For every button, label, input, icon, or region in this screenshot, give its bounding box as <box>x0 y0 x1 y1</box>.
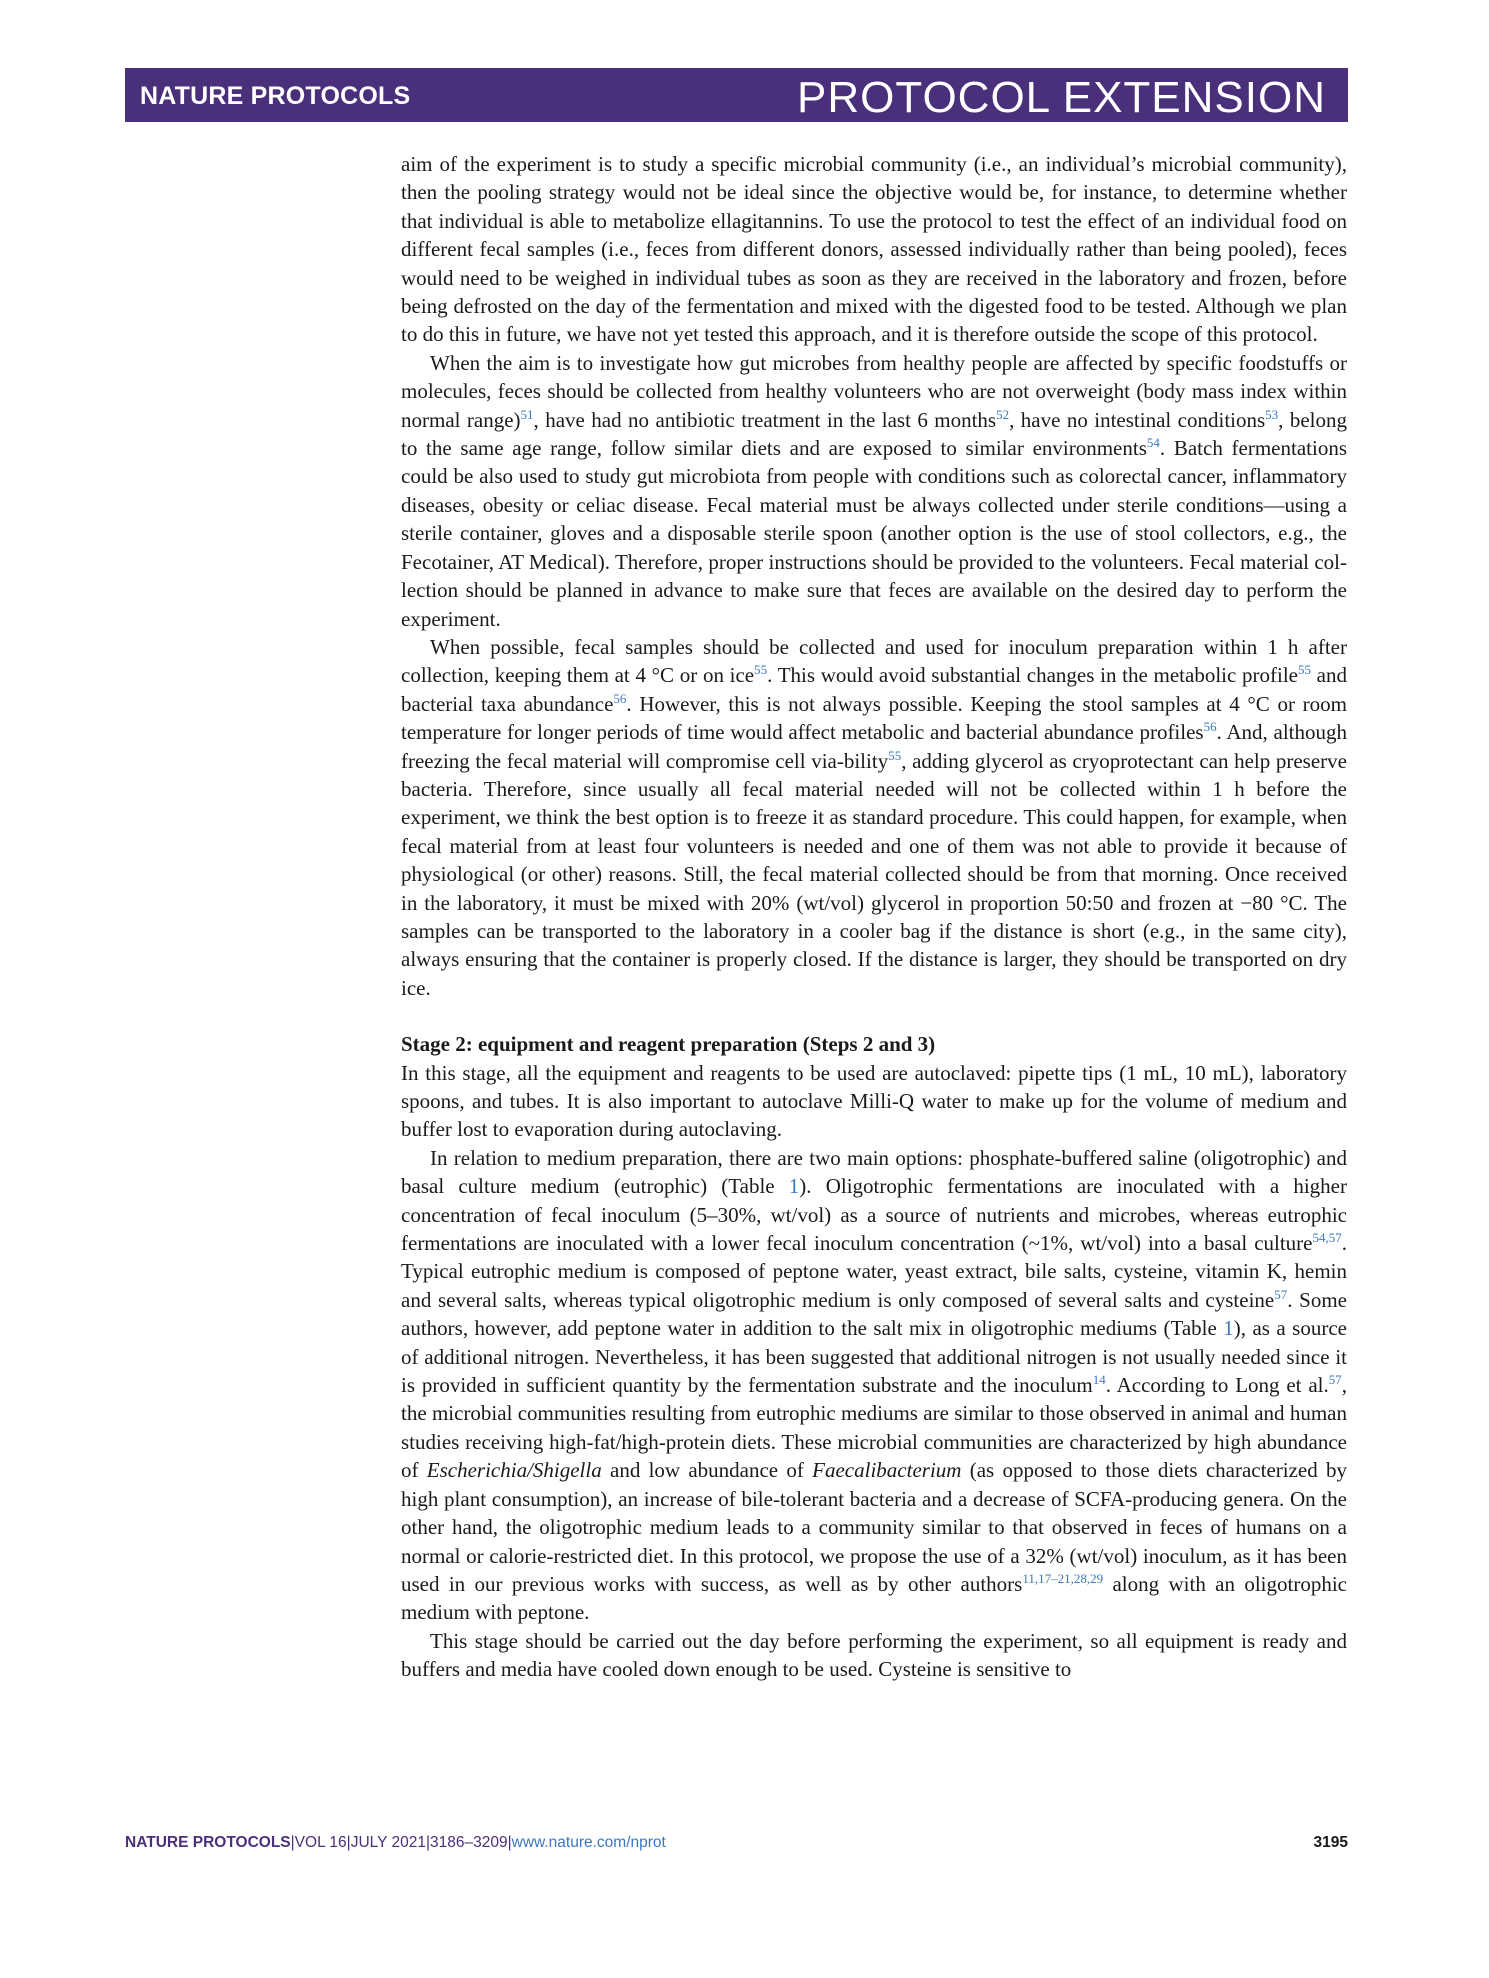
citation-ref[interactable]: 57 <box>1328 1372 1342 1388</box>
paragraph-text: along with an oligotrophic medium with peptone. <box>401 1571 1347 1625</box>
paragraph-1 <box>401 150 1347 349</box>
citation-ref[interactable]: 54,57 <box>1312 1230 1342 1246</box>
citation-ref[interactable]: 55 <box>888 747 902 763</box>
footer-separator: | <box>290 1834 295 1851</box>
citation-ref[interactable]: 11,17–21,28,29 <box>1022 1570 1104 1586</box>
article-type: PROTOCOL EXTENSION <box>797 73 1326 122</box>
taxon-name: Escherichia/Shigella <box>426 1458 602 1483</box>
citation-ref[interactable]: 56 <box>1203 719 1217 735</box>
paragraph-text: When the aim is to investigate how gut microbes from healthy people are affected by specific foodstuffs or molecules, feces should be collected from healthy volunteers who are not overweight (body mass index within normal range) <box>401 350 1347 432</box>
footer-separator: | <box>425 1834 430 1851</box>
paragraph-text: . Batch fermentations could be also used to study gut microbiota from people with conditions such as colorectal cancer, inflammatory diseases, obesity or celiac disease. Fecal material must be always collected under sterile conditions—using a sterile container, gloves and a disposable sterile spoon (another option is the use of stool collectors, e.g., the Fecotainer, AT Medical). Therefore, proper instructions should be provided to the volunteers. Fecal material col-lection should be planned in advance to make sure that feces are available on the desired day to perform the experiment. <box>401 436 1347 631</box>
footer-volume: VOL 16 <box>294 1834 347 1851</box>
paragraph-text: , the microbial communities resulting from eutrophic mediums are similar to those observed in animal and human studies receiving high-fat/high-protein diets. These microbial communities are characterized by high abundance of <box>401 1373 1347 1483</box>
journal-name: NATURE PROTOCOLS <box>140 82 411 110</box>
paragraph-text: . Typical eutrophic medium is composed of peptone water, yeast extract, bile salts, cysteine, vitamin K, hemin and several salts, whereas typical oligotrophic medium is only composed of several salts and cysteine <box>401 1231 1347 1312</box>
paragraph-text: . However, this is not always possible. Keeping the stool samples at 4 °C or room temperature for longer periods of time would affect metabolic and bacterial abundance profiles <box>401 691 1347 745</box>
citation-ref[interactable]: 56 <box>613 690 627 706</box>
citation-ref[interactable]: 55 <box>1297 662 1311 678</box>
citation-ref[interactable]: 54 <box>1146 435 1160 451</box>
paragraph-text: aim of the experiment is to study a specific microbial community (i.e., an individual’s microbial community), then the pooling strategy would not be ideal since the objective would be, for instance, to determine whether that individual is able to metabolize ellagitannins. To use the protocol to test the effect of an individual food on different fecal samples (i.e., feces from different donors, assessed individually rather than being pooled), feces would need to be weighed in individual tubes as soon as they are received in the laboratory and frozen, before being defrosted on the day of the fermentation and mixed with the digested food to be tested. Although we plan to do this in future, we have not yet tested this approach, and it is therefore outside the scope of this protocol. <box>401 152 1347 347</box>
footer-separator: | <box>507 1834 512 1851</box>
paragraph-text: In this stage, all the equipment and reagents to be used are autoclaved: pipette tips (1 mL, 10 mL), laboratory spoons, and tubes. It is also important to autoclave Milli-Q water to make up for the volume of medium and buffer lost to evaporation during autoclaving. <box>401 1060 1347 1142</box>
paragraph-text: . This would avoid substantial changes in the metabolic profile <box>767 663 1298 688</box>
paragraph-text: In relation to medium preparation, there are two main options: phosphate-buffered saline (oligotrophic) and basal culture medium (eutrophic) (Table <box>401 1145 1347 1199</box>
citation-ref[interactable]: 57 <box>1274 1286 1288 1302</box>
paragraph-text: . Some authors, however, add peptone water in addition to the salt mix in oligotrophic mediums (Table <box>401 1287 1348 1341</box>
footer-separator: | <box>346 1834 351 1851</box>
citation-ref[interactable]: 55 <box>754 662 768 678</box>
paragraph-text: and bacterial taxa abundance <box>401 663 1348 716</box>
citation-ref[interactable]: 14 <box>1092 1372 1106 1388</box>
paragraph-text: This stage should be carried out the day before performing the experiment, so all equipment is ready and buffers and media have cooled down enough to be used. Cysteine is sensitive to <box>401 1628 1347 1682</box>
paragraph-text: ). Oligotrophic fermentations are inoculated with a higher concentration of fecal inoculum (5–30%, wt/vol) as a source of nutrients and microbes, whereas eutrophic fermentations are inoculated with a lower fecal inoculum concentration (~1%, wt/vol) into a basal culture <box>401 1174 1347 1256</box>
paragraph-text: , have had no antibiotic treatment in the last 6 months <box>533 407 997 432</box>
paragraph-text: , adding glycerol as cryoprotectant can help preserve bacteria. Therefore, since usually all fecal material needed will not be collected within 1 h before the experiment, we think the best option is to freeze it as standard procedure. This could happen, for example, when fecal material from at least four volunteers is needed and one of them was not able to provide it because of physiological (or other) reasons. Still, the fecal material collected should be from that morning. Once received in the laboratory, it must be mixed with 20% (wt/vol) glycerol in proportion 50:50 and frozen at −80 °C. The samples can be transported to the laboratory in a cooler bag if the distance is short (e.g., in the same city), always ensuring that the container is properly closed. If the distance is larger, they should be transported on dry ice. <box>401 748 1347 1000</box>
paragraph-text: , have no intestinal conditions <box>1009 407 1266 432</box>
footer-journal: NATURE PROTOCOLS <box>125 1834 291 1851</box>
paragraph-text: When possible, fecal samples should be collected and used for inoculum preparation within 1 h after collection, keeping them at 4 °C or on ice <box>401 634 1347 688</box>
footer-url-link[interactable]: www.nature.com/nprot <box>511 1834 666 1851</box>
footer-issue: JULY 2021 <box>350 1834 426 1851</box>
paragraph-6 <box>401 1627 1347 1684</box>
paragraph-3 <box>401 633 1347 1002</box>
paragraph-2 <box>401 349 1347 633</box>
page-number: 3195 <box>1313 1834 1348 1851</box>
table-link[interactable]: 1 <box>788 1174 800 1199</box>
journal-header-bar <box>125 68 1348 122</box>
citation-ref[interactable]: 52 <box>996 406 1010 422</box>
paragraph-4 <box>401 1059 1347 1144</box>
citation-ref[interactable]: 53 <box>1265 406 1279 422</box>
paragraph-5 <box>401 1144 1347 1627</box>
paragraph-text: (as opposed to those diets characterized by high plant consumption), an increase of bile-tolerant bacteria and a decrease of SCFA-producing genera. On the other hand, the oligotrophic medium leads to a community similar to that observed in feces of humans on a normal or calorie-restricted diet. In this protocol, we propose the use of a 32% (wt/vol) inoculum, as it has been used in our previous works with success, as well as by other authors <box>401 1458 1347 1596</box>
taxon-name: Faecalibacterium <box>812 1458 962 1483</box>
table-link[interactable]: 1 <box>1223 1316 1234 1341</box>
paragraph-text: and low abundance of <box>601 1458 813 1483</box>
paragraph-text: . According to Long et al. <box>1105 1373 1329 1398</box>
paragraph-text: . And, although freezing the fecal material will compromise cell via-bility <box>401 720 1347 773</box>
citation-ref[interactable]: 51 <box>520 406 534 422</box>
paragraph-text: , belong to the same age range, follow similar diets and are exposed to similar environments <box>401 407 1347 461</box>
page-footer <box>125 1834 1348 1852</box>
footer-pages: 3186–3209 <box>430 1834 508 1851</box>
paragraph-text: ), as a source of additional nitrogen. Nevertheless, it has been suggested that additional nitrogen is not usually needed since it is provided in sufficient quantity by the fermentation substrate and the inoculum <box>401 1316 1347 1398</box>
article-body <box>401 150 1347 1684</box>
section-heading-stage-2: Stage 2: equipment and reagent preparation (Steps 2 and 3) <box>401 1032 936 1057</box>
